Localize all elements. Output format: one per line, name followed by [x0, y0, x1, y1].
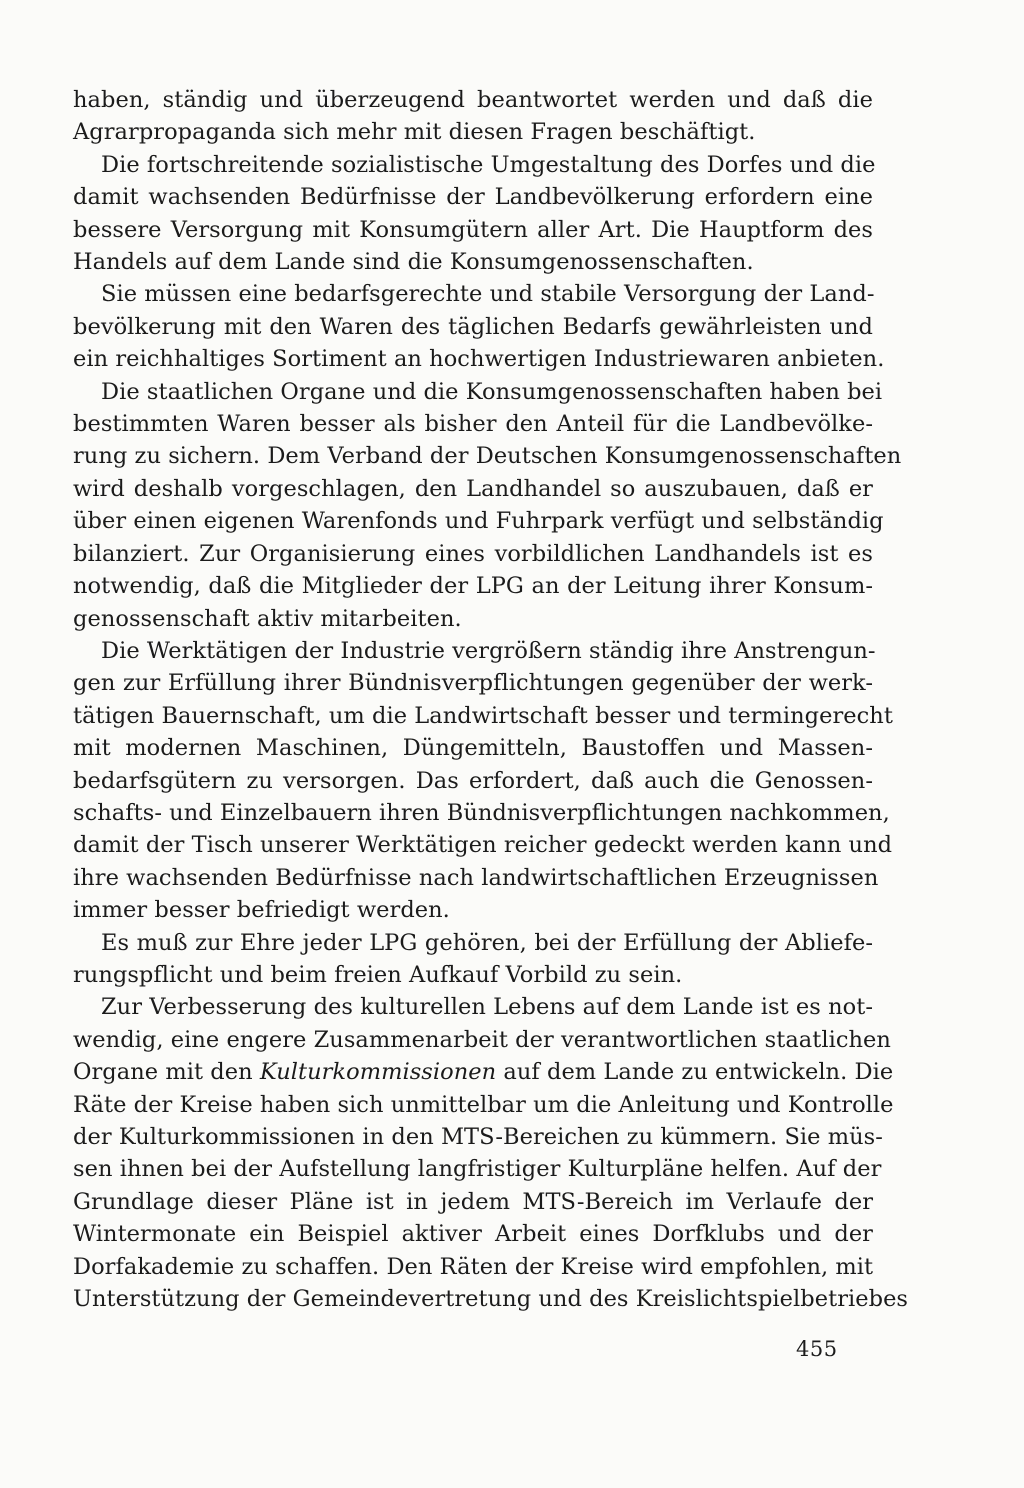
text-line: rungspflicht und beim freien Aufkauf Vorbild zu sein.	[73, 961, 683, 988]
text-line: ein reichhaltiges Sortiment an hochwertigen Industriewaren anbieten.	[73, 346, 885, 373]
text-line: Die Werktätigen der Industrie vergrößern ständig ihre Anstrengun-	[101, 637, 876, 664]
text-line: bevölkerung mit den Waren des täglichen Bedarfs gewährleisten und	[73, 313, 873, 340]
text-line: wird deshalb vorgeschlagen, den Landhandel so auszubauen, daß er	[73, 475, 873, 502]
text-line: haben, ständig und überzeugend beantwortet werden und daß die	[73, 87, 873, 113]
text-line: bessere Versorgung mit Konsumgütern aller Art. Die Hauptform des	[73, 216, 873, 243]
text-line: Sie müssen eine bedarfsgerechte und stabile Versorgung der Land-	[101, 281, 875, 308]
paragraph	[73, 84, 873, 149]
text-line: genossenschaft aktiv mitarbeiten.	[73, 605, 462, 632]
text-line: Organe mit den Kulturkommissionen auf dem Lande zu entwickeln. Die	[73, 1059, 894, 1086]
text-line: ihre wachsenden Bedürfnisse nach landwirtschaftlichen Erzeugnissen	[73, 864, 879, 891]
text-line: Die staatlichen Organe und die Konsumgenossenschaften haben bei	[101, 378, 883, 405]
text-line: Dorfakademie zu schaffen. Den Räten der Kreise wird empfohlen, mit	[73, 1253, 874, 1280]
page-number: 455	[796, 1337, 838, 1361]
text-line: Wintermonate ein Beispiel aktiver Arbeit eines Dorfklubs und der	[73, 1221, 873, 1248]
text-line: über einen eigenen Warenfonds und Fuhrpark verfügt und selbständig	[73, 508, 884, 535]
emphasized-term: Kulturkommissionen	[259, 1059, 497, 1086]
text-line: rung zu sichern. Dem Verband der Deutschen Konsumgenossenschaften	[73, 443, 902, 470]
text-line: immer besser befriedigt werden.	[73, 897, 450, 924]
text-line: damit der Tisch unserer Werktätigen reicher gedeckt werden kann und	[73, 832, 893, 859]
text-line: damit wachsenden Bedürfnisse der Landbevölkerung erfordern eine	[73, 184, 873, 211]
text-line: mit modernen Maschinen, Düngemitteln, Baustoffen und Massen-	[73, 735, 873, 762]
text-line: Die fortschreitende sozialistische Umgestaltung des Dorfes und die	[101, 151, 876, 178]
text-line: wendig, eine engere Zusammenarbeit der verantwortlichen staatlichen	[73, 1026, 891, 1053]
text-line: tätigen Bauernschaft, um die Landwirtschaft besser und termingerecht	[73, 702, 893, 729]
text-line: bestimmten Waren besser als bisher den Anteil für die Landbevölke-	[73, 411, 873, 438]
body-text	[73, 84, 909, 1315]
text-line: Es muß zur Ehre jeder LPG gehören, bei der Erfüllung der Abliefe-	[101, 929, 873, 956]
text-line: Zur Verbesserung des kulturellen Lebens auf dem Lande ist es not-	[101, 994, 873, 1021]
text-line: Handels auf dem Lande sind die Konsumgenossenschaften.	[73, 249, 754, 276]
text-line: Räte der Kreise haben sich unmittelbar um die Anleitung und Kontrolle	[73, 1091, 894, 1118]
text-line: notwendig, daß die Mitglieder der LPG an der Leitung ihrer Konsum-	[73, 573, 873, 600]
paragraph	[73, 927, 873, 992]
text-line: bedarfsgütern zu versorgen. Das erfordert, daß auch die Genossen-	[73, 767, 873, 794]
paragraph	[73, 278, 885, 375]
paragraph	[73, 376, 902, 635]
text-line: der Kulturkommissionen in den MTS-Bereichen zu kümmern. Sie müs-	[73, 1124, 883, 1150]
paragraph	[73, 991, 909, 1315]
text-line: Grundlage dieser Pläne ist in jedem MTS-Bereich im Verlaufe der	[73, 1188, 873, 1215]
paragraph	[73, 635, 893, 927]
text-line: sen ihnen bei der Aufstellung langfristiger Kulturpläne helfen. Auf der	[73, 1156, 882, 1183]
text-line: Unterstützung der Gemeindevertretung und des Kreislichtspielbetriebes	[73, 1286, 909, 1313]
paragraph	[73, 149, 876, 279]
text-line: schafts- und Einzelbauern ihren Bündnisverpflichtungen nachkommen,	[73, 799, 890, 826]
text-line: bilanziert. Zur Organisierung eines vorbildlichen Landhandels ist es	[73, 540, 873, 567]
text-line: gen zur Erfüllung ihrer Bündnisverpflichtungen gegenüber der werk-	[73, 670, 873, 697]
text-line: Agrarpropaganda sich mehr mit diesen Fragen beschäftigt.	[73, 119, 756, 146]
